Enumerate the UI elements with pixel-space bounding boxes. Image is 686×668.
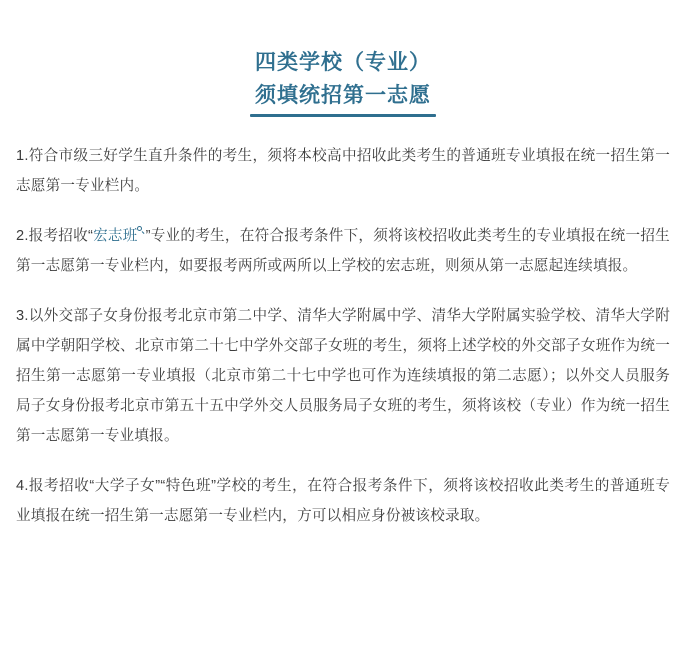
document-title-block xyxy=(16,0,670,121)
paragraph-2-suffix: ”专业的考生，在符合报考条件下，须将该校招收此类考生的专业填报在统一招生第一志愿第一专业栏内，如要报考两所或两所以上学校的宏志班，则须从第一志愿起连续填报。 xyxy=(16,228,670,274)
document-body xyxy=(16,121,670,531)
page-title-line-1: 四类学校（专业） xyxy=(255,51,431,74)
page-title-line-2-wrap xyxy=(250,79,436,121)
paragraph-4: 4.报考招收“大学子女”“特色班”学校的考生，在符合报考条件下，须将该校招收此类考生的普通班专业填报在统一招生第一志愿第一专业栏内，方可以相应身份被该校录取。 xyxy=(16,478,670,524)
paragraph-2 xyxy=(16,221,670,281)
paragraph-1: 1.符合市级三好学生直升条件的考生，须将本校高中招收此类考生的普通班专业填报在统一招生第一志愿第一专业栏内。 xyxy=(16,148,670,194)
paragraph-2-prefix: 2.报考招收“ xyxy=(16,228,94,244)
page-title-line-2: 须填统招第一志愿 xyxy=(255,84,431,107)
title-underline xyxy=(250,114,436,117)
search-icon xyxy=(137,225,146,234)
paragraph-2-highlight: 宏志班 xyxy=(93,228,138,244)
paragraph-3: 3.以外交部子女身份报考北京市第二中学、清华大学附属中学、清华大学附属实验学校、清华大学附属中学朝阳学校、北京市第二十七中学外交部子女班的考生，须将上述学校的外交部子女班作为统一招生第一志愿第一专业填报（北京市第二十七中学也可作为连续填报的第二志愿）；以外交人员服务局子女身份报考北京市第五十五中学外交人员服务局子女班的考生，须将该校（专业）作为统一招生第一志愿第一专业填报。 xyxy=(16,308,670,444)
